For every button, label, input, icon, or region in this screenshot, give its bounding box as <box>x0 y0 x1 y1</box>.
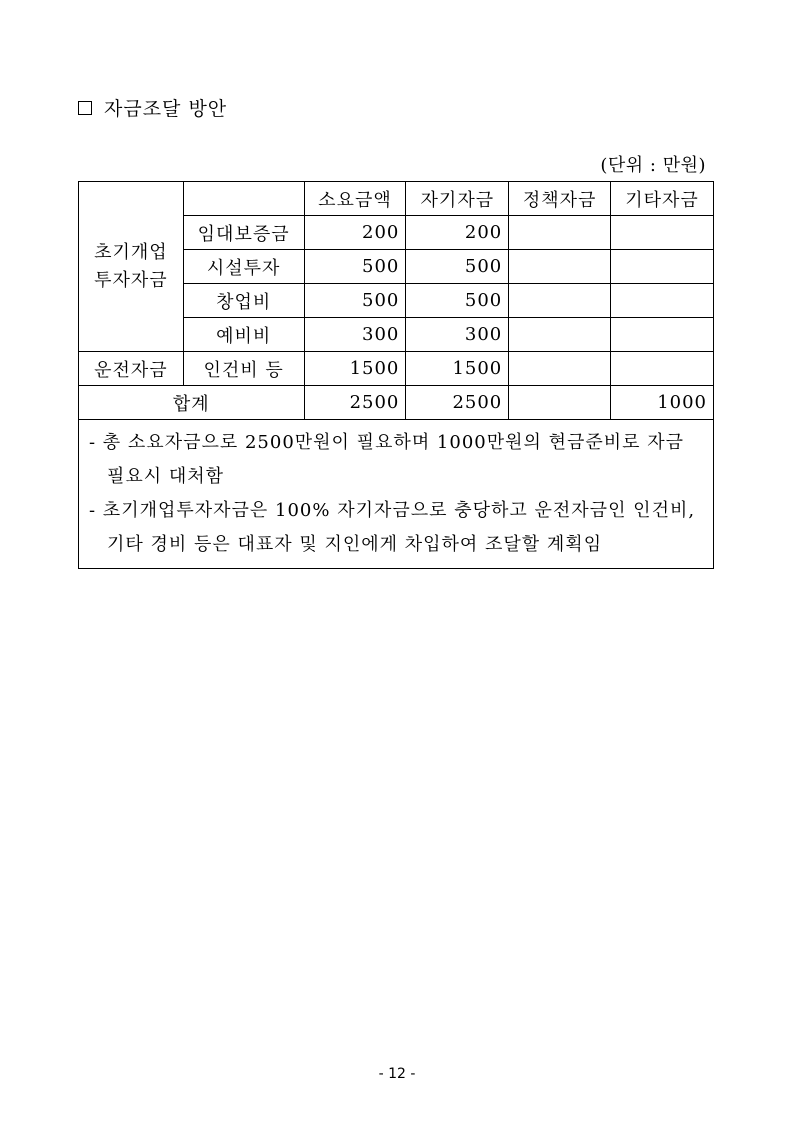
total-other: 1000 <box>611 386 714 420</box>
operating-funds-row <box>79 352 714 386</box>
row-policy <box>509 318 611 352</box>
header-required: 소요금액 <box>304 182 406 216</box>
row-own: 300 <box>406 318 509 352</box>
total-policy <box>509 386 611 420</box>
row-item: 임대보증금 <box>183 216 304 250</box>
row-other <box>611 216 714 250</box>
row-own: 200 <box>406 216 509 250</box>
row-item: 인건비 등 <box>183 352 304 386</box>
row-own: 500 <box>406 250 509 284</box>
total-required: 2500 <box>304 386 406 420</box>
funding-table <box>78 181 714 569</box>
header-item <box>183 182 304 216</box>
row-required: 300 <box>304 318 406 352</box>
total-row <box>79 386 714 420</box>
total-label: 합계 <box>79 386 305 420</box>
row-required: 500 <box>304 284 406 318</box>
notes-row <box>79 420 714 569</box>
row-item: 창업비 <box>183 284 304 318</box>
section-title-text: 자금조달 방안 <box>104 98 228 120</box>
initial-investment-group-label: 초기개업 투자자금 <box>79 182 184 352</box>
note-item: - 초기개업투자자금은 100% 자기자금으로 충당하고 운전자금인 인건비, 기타 경비 등은 대표자 및 지인에게 차입하여 조달할 계획임 <box>89 500 696 555</box>
row-policy <box>509 352 611 386</box>
notes-cell <box>79 420 714 569</box>
row-other <box>611 250 714 284</box>
row-required: 500 <box>304 250 406 284</box>
row-item: 시설투자 <box>183 250 304 284</box>
row-other <box>611 284 714 318</box>
row-required: 200 <box>304 216 406 250</box>
header-other-funds: 기타자금 <box>611 182 714 216</box>
page-number: - 12 - <box>378 1066 416 1082</box>
note-item: - 총 소요자금으로 2500만원이 필요하며 1000만원의 현금준비로 자금 필요시 대처함 <box>89 432 685 487</box>
row-own: 500 <box>406 284 509 318</box>
unit-note: (단위 : 만원) <box>600 155 706 176</box>
row-other <box>611 352 714 386</box>
section-title <box>78 94 227 121</box>
row-policy <box>509 250 611 284</box>
row-other <box>611 318 714 352</box>
checkbox-icon <box>78 101 92 115</box>
header-own-funds: 자기자금 <box>406 182 509 216</box>
row-required: 1500 <box>304 352 406 386</box>
total-own: 2500 <box>406 386 509 420</box>
row-item: 예비비 <box>183 318 304 352</box>
row-own: 1500 <box>406 352 509 386</box>
table-header-row <box>79 182 714 216</box>
operating-group-label: 운전자금 <box>79 352 184 386</box>
row-policy <box>509 216 611 250</box>
header-policy-funds: 정책자금 <box>509 182 611 216</box>
row-policy <box>509 284 611 318</box>
